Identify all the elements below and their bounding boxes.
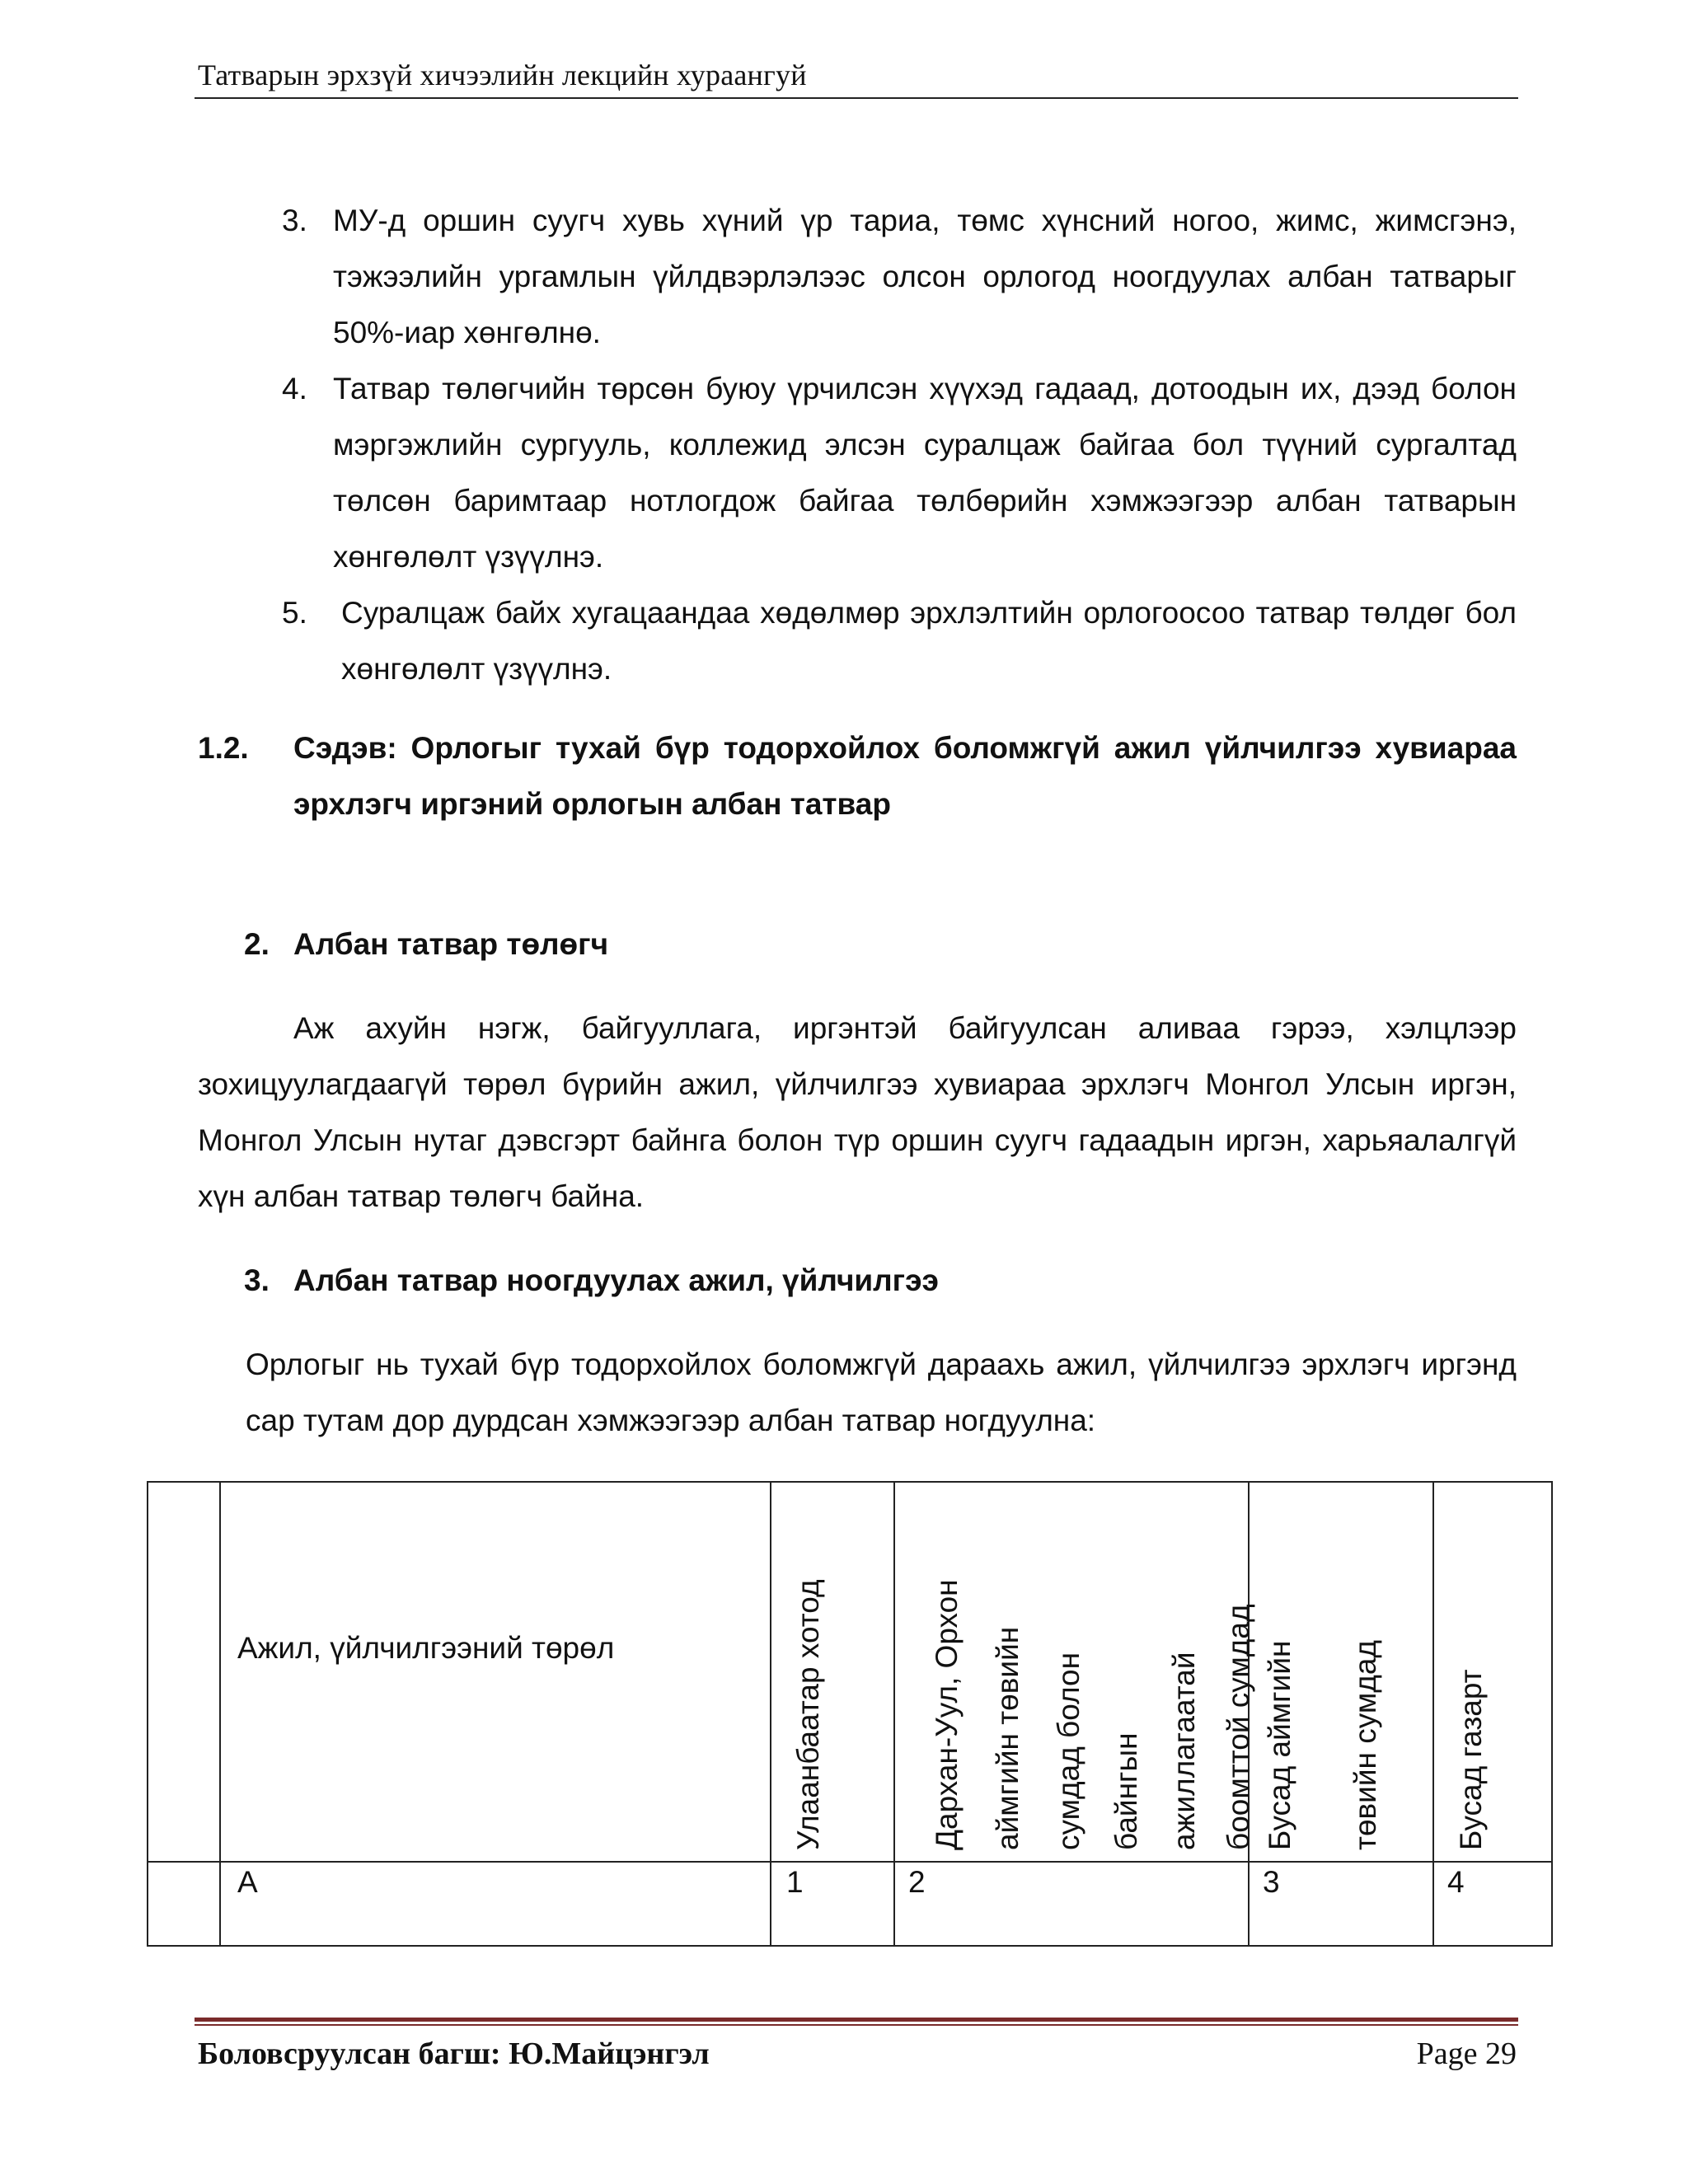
- header-ulaanbaatar: Улаанбаатар хотод: [791, 1579, 825, 1850]
- subheading-number: 3.: [244, 1263, 270, 1297]
- subheading-services: [244, 1253, 939, 1309]
- list-number: 3.: [282, 204, 307, 237]
- table-divider: [219, 1483, 221, 1945]
- subheading-title: Албан татвар ноогдуулах ажил, үйлчилгээ: [293, 1263, 939, 1297]
- list-number: 4.: [282, 372, 307, 405]
- list-text: Татвар төлөгчийн төрсөн буюу үрчилсэн хүүхэд гадаад, дотоодын их, дээд болон мэргэжлийн сургууль, коллежид элсэн суралцаж байгаа бол түүний сургалтад төлсөн баримтаар нотлогдож байгаа төлбөрийн хэмжээгээр албан татварын хөнгөлөлт үзүүлнэ.: [333, 372, 1517, 574]
- section-title: Сэдэв: Орлогыг тухай бүр тодорхойлох боломжгүй ажил үйлчилгээ хувиараа эрхлэгч иргэний орлогын албан татвар: [293, 731, 1517, 821]
- subheading-title: Албан татвар төлөгч: [293, 927, 609, 961]
- subheading-taxpayer: [244, 916, 608, 972]
- header-darkhan-line-1: Дархан-Уул, Орхон: [930, 1579, 964, 1850]
- header-darkhan-line-4: байнгын: [1109, 1732, 1143, 1850]
- list-item-3: [282, 193, 1517, 361]
- table-divider: [893, 1483, 895, 1945]
- footer-rule: [195, 2018, 1518, 2022]
- header-other-aimag-line-2: төвийн сумдад: [1348, 1639, 1382, 1850]
- section-heading: [198, 720, 1517, 832]
- tax-table: [147, 1481, 1553, 1947]
- header-work-type: Ажил, үйлчилгээний төрөл: [237, 1631, 615, 1665]
- section-number: 1.2.: [198, 731, 249, 765]
- header-darkhan-line-2: аймгийн төвийн: [991, 1626, 1025, 1850]
- list-item-5: [282, 585, 1517, 697]
- list-text: Суралцаж байх хугацаандаа хөдөлмөр эрхлэлтийн орлогоосоо татвар төлдөг бол хөнгөлөлт үзүүлнэ.: [341, 596, 1517, 686]
- table-divider: [770, 1483, 771, 1945]
- row-a-col-3: 3: [1263, 1865, 1280, 1899]
- header-rule: [195, 97, 1518, 99]
- footer-author: Боловсруулсан багш: Ю.Майцэнгэл: [198, 2036, 710, 2071]
- row-a-col-4: 4: [1447, 1865, 1465, 1899]
- paragraph-services: Орлогыг нь тухай бүр тодорхойлох боломжгүй дараахь ажил, үйлчилгээ эрхлэгч иргэнд сар тутам дор дурдсан хэмжээгээр албан татвар ногдуулна:: [246, 1347, 1517, 1437]
- paragraph-taxpayer: Аж ахуйн нэгж, байгууллага, иргэнтэй байгуулсан аливаа гэрээ, хэлцлээр зохицуулагдаагүй төрөл бүрийн ажил, үйлчилгээ хувиараа эрхлэгч Монгол Улсын иргэн, Монгол Улсын нутаг дэвсгэрт байнга болон түр оршин суугч гадаадын иргэн, харьяалалгүй хүн албан татвар төлөгч байна.: [198, 1011, 1517, 1213]
- row-a-col-2: 2: [908, 1865, 926, 1899]
- header-other-aimag-line-1: Бусад аймгийн: [1263, 1640, 1296, 1850]
- header-darkhan-line-5: ажиллагаатай: [1167, 1652, 1201, 1850]
- list-text: МУ-д оршин суугч хувь хүний үр тариа, төмс хүнсний ногоо, жимс, жимсгэнэ, тэжээлийн ургамлын үйлдвэрлэлээс олсон орлогод ноогдуулах албан татварыг 50%-иар хөнгөлнө.: [333, 204, 1517, 349]
- header-darkhan-line-3: сумдад болон: [1052, 1652, 1085, 1850]
- table-divider: [148, 1861, 1551, 1863]
- row-a-label: А: [237, 1865, 258, 1899]
- table-divider: [1432, 1483, 1434, 1945]
- header-title: Татварын эрхзүй хичээлийн лекцийн хураангуй: [198, 59, 807, 91]
- list-number: 5.: [282, 596, 307, 630]
- list-item-4: [282, 361, 1517, 585]
- subheading-number: 2.: [244, 927, 270, 961]
- page-number: Page 29: [1416, 2036, 1517, 2071]
- header-other-places: Бусад газарт: [1454, 1669, 1488, 1850]
- header-darkhan-line-6: боомттой сумдад: [1221, 1604, 1255, 1850]
- footer-rule-thin: [195, 2024, 1518, 2026]
- row-a-col-1: 1: [786, 1865, 804, 1899]
